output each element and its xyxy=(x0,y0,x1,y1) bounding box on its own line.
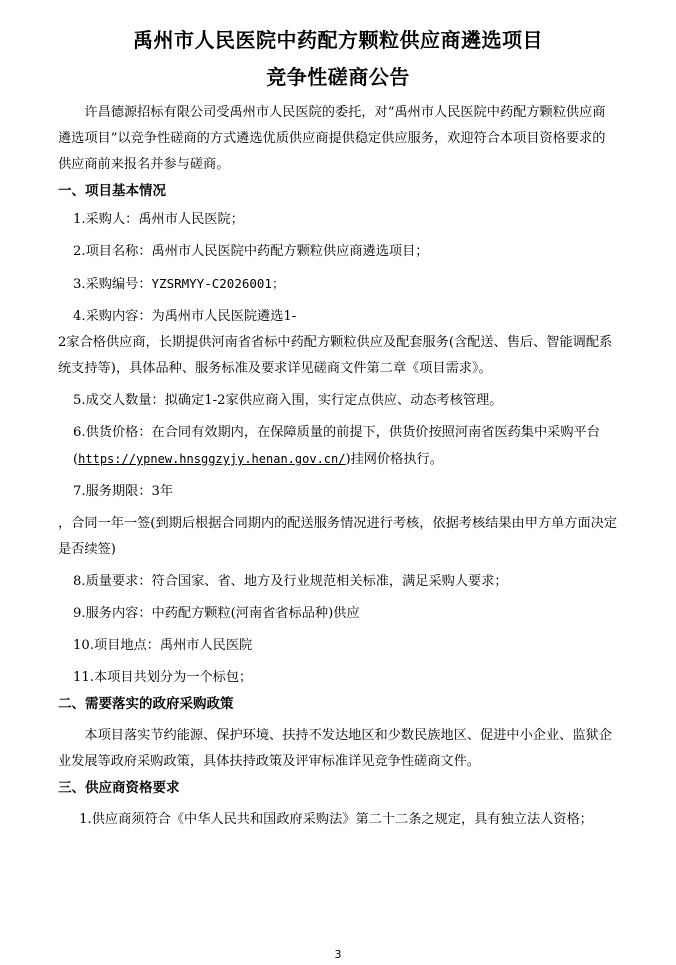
document-body xyxy=(58,100,618,833)
item-lot-division: 11.本项目共划分为一个标包； xyxy=(73,670,253,685)
item-procurement-number-label: 3.采购编号： xyxy=(73,277,152,292)
item-service-period-cont: ，合同一年一签(到期后根据合同期内的配送服务情况进行考核，依据考核结果由甲方单方面决定是否续签) xyxy=(58,516,618,557)
item-project-location: 10.项目地点：禹州市人民医院 xyxy=(73,638,253,653)
item-service-content: 9.服务内容：中药配方颗粒(河南省省标品种)供应 xyxy=(73,606,360,621)
page-number: 3 xyxy=(334,948,342,961)
section3-heading: 三、供应商资格要求 xyxy=(58,780,180,796)
section2-text: 本项目落实节约能源、保护环境、扶持不发达地区和少数民族地区、促进中小企业、监狱企业发展等政府采购政策，具体扶持政策及评审标准详见竞争性磋商文件。 xyxy=(58,728,612,769)
document-title: 禹州市人民医院中药配方颗粒供应商遴选项目 xyxy=(133,28,543,52)
item-quality-requirement: 8.质量要求：符合国家、省、地方及行业规范相关标准，满足采购人要求； xyxy=(73,574,508,589)
intro-paragraph: 许昌德源招标有限公司受禹州市人民医院的委托，对“禹州市人民医院中药配方颗粒供应商遴选项目”以竞争性磋商的方式遴选优质供应商提供稳定供应服务，欢迎符合本项目资格要求的供应商前来报名并参与磋商。 xyxy=(58,105,606,172)
item-purchaser: 1.采购人：禹州市人民医院； xyxy=(73,212,244,227)
item-winner-count: 5.成交人数量：拟确定1-2家供应商入围，实行定点供应、动态考核管理。 xyxy=(73,393,503,408)
item-supply-price xyxy=(58,420,618,473)
item-procurement-content-cont: 2家合格供应商，长期提供河南省省标中药配方颗粒供应及配套服务(含配送、售后、智能调配系统支持等)，具体品种、服务标准及要求详见磋商文件第二章《项目需求》。 xyxy=(58,335,613,376)
section3-item1: 1.供应商须符合《中华人民共和国政府采购法》第二十二条之规定，具有独立法人资格； xyxy=(79,812,593,827)
supply-price-text-pre: 6.供货价格：在合同有效期内，在保障质量的前提下，供货价按照河南省医药集中采购平台( xyxy=(73,425,600,467)
item-procurement-number xyxy=(58,271,618,298)
document-subtitle: 竞争性磋商公告 xyxy=(266,65,410,89)
item-service-period: 7.服务期限：3年 xyxy=(73,484,174,499)
item-project-name: 2.项目名称：禹州市人民医院中药配方颗粒供应商遴选项目； xyxy=(73,244,429,259)
item-procurement-content: 4.采购内容：为禹州市人民医院遴选1- xyxy=(73,309,297,324)
supply-price-text-post: )挂网价格执行。 xyxy=(345,452,443,467)
procurement-platform-link[interactable]: https://ypnew.hnsggzyjy.henan.gov.cn/ xyxy=(78,452,346,466)
section1-heading: 一、项目基本情况 xyxy=(58,183,166,199)
item-procurement-number-value: YZSRMYY-C2026001； xyxy=(151,276,285,291)
section2-heading: 二、需要落实的政府采购政策 xyxy=(58,696,234,712)
